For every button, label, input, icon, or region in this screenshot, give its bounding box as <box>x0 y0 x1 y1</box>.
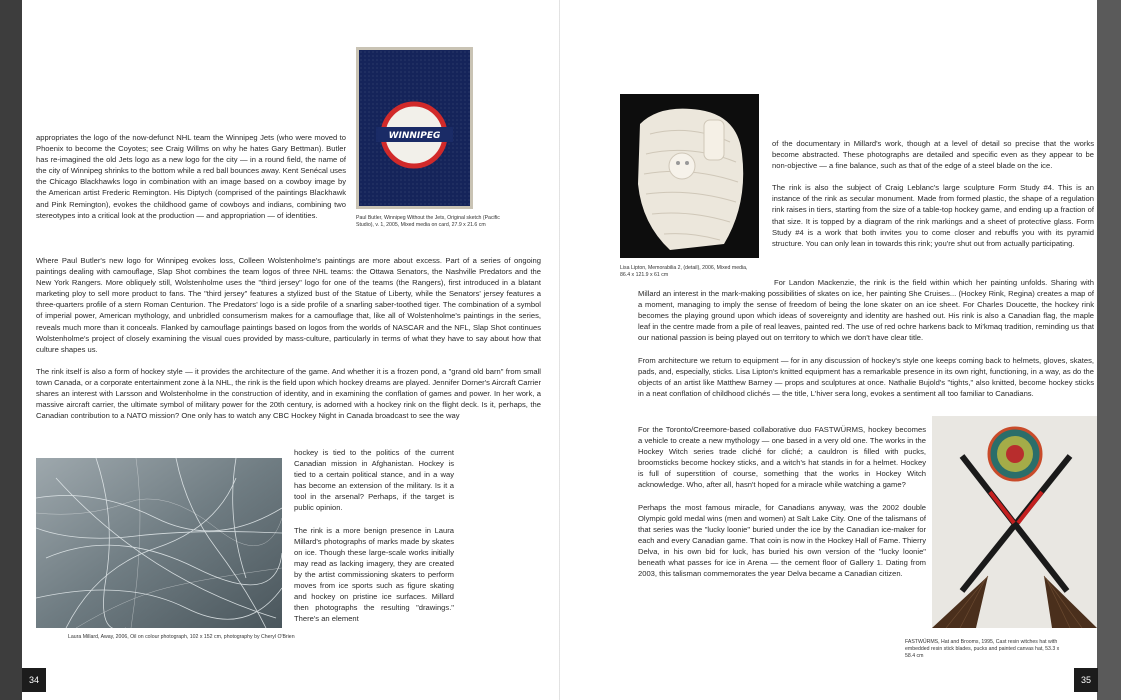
paragraph: From architecture we return to equipment — for in any discussion of hockey's style one keeps coming back to helmets, gloves, skates, pads, and, especially, sticks. Lisa Lipton's knitted equipment has a remarkable presence in its own right, functioning, in a way, as do the objects of an artist like Matthew Barney — props and sculptures at once. Nathalie Bujold's "tights," also knitted, become hockey sticks in a neat conflation of childhood clichés — the title, L'hiver sera long, evokes a sentiment all too familiar to Canadians. <box>638 355 1094 398</box>
page-number-left: 34 <box>22 668 46 692</box>
caption-fastwurms: FASTWÜRMS, Hat and Brooms, 1995, Cast resin witches hat with embedded resin stick blades, pucks and painted canvas hat, 53.3 x 58.4 cm <box>905 639 1060 659</box>
millard-ice-photograph <box>36 458 282 628</box>
caption-lipton: Lisa Lipton, Memorabilia 2, (detail), 2006, Mixed media, 86.4 x 121.9 x 61 cm <box>620 265 748 278</box>
right-column-text <box>638 424 926 579</box>
paragraph: Perhaps the most famous miracle, for Canadians anyway, was the 2002 double Olympic gold medal wins (men and women) at Salt Lake City. One of the talismans of that series was the "lucky loonie" buried under the ice by the Canadian ice-maker for each and every Canadian game. That coin is now in the Hockey Hall of Fame. Thierry Delva, in his own bid for luck, has buried his own version of the "lucky loonie" beneath what passes for ice in Arena — the cement floor of Gallery 1. Dating from 2003, this talisman commemorates the year Delva became a Canadian citizen. <box>638 502 926 579</box>
lipton-knitted-image <box>620 94 759 258</box>
paragraph: The rink is a more benign presence in Laura Millard's photographs of marks made by skates on ice. Though these large-scale works initially may read as lacking imagery, they are created by the artist commissioning skaters to perform moves from ice sports such as figure skating and hockey on pristine ice surfaces. Millard then photographs the resulting "drawings." There's an element <box>294 525 454 624</box>
paragraph: The rink itself is also a form of hockey style — it provides the architecture of the game. And whether it is a frozen pond, a "grand old barn" from small town Canada, or a corporate entertainment zone à la NHL, the rink is the field upon which hockey dreams are played. Jennifer Dorner's Aircraft Carrier shares an interest with Larsson and Wolstenholme in the construction of identity, and in examining the conflation of games and power. In her work, a massive aircraft carrier, the ultimate symbol of military power for the 20th century, is adorned with a hockey rink on the flight deck. Is it, perhaps, the Canadian contribution to a NATO mission? One only has to watch any CBC Hockey Night in Canada broadcast to see the way <box>36 366 541 421</box>
paragraph: hockey is tied to the politics of the current Canadian mission in Afghanistan. Hockey is tied to a certain political stance, and in a way has become an extension of the military. Is it a tool in the arsenal? Perhaps, if the target is public opinion. <box>294 448 454 513</box>
caption-millard: Laura Millard, Away, 2006, Oil on colour photograph, 102 x 152 cm, photography by Cheryl O'Brien <box>68 634 295 640</box>
right-page <box>560 0 1121 700</box>
right-top-text <box>772 138 1094 249</box>
left-page <box>0 0 560 700</box>
paragraph: The rink is also the subject of Craig Leblanc's large sculpture Form Study #4. This is an instance of the rink as secular monument. Made from formed plastic, the shape of a regulation rink raises in tiers, starting from the size of a table-top hockey game, and ending up a fraction of that size. It is topped by a diagram of the rink markings and a sheet of protective glass. Form Study #4 is a work that both invites you to come closer and rebuffs you with its pyramid structure. You can only lean in towards this rink; you're shut out from actually participating. <box>772 183 1094 248</box>
right-main-text <box>638 277 1094 399</box>
page-number-right: 35 <box>1074 668 1098 692</box>
butler-winnipeg-image <box>356 47 473 209</box>
caption-butler: Paul Butler, Winnipeg Without the Jets, Original sketch (Pacific Studio), v. 1, 2005, Mixed media on card, 27.9 x 21.6 cm <box>356 215 500 228</box>
winnipeg-logo-text: WINNIPEG <box>388 131 441 141</box>
paragraph: Where Paul Butler's new logo for Winnipeg evokes loss, Colleen Wolstenholme's paintings are more about excess. Part of a series of ongoing paintings dealing with camouflage, Slap Shot combines the team logos of three NHL teams: the Ottawa Senators, the Nashville Predators and the New York Rangers. More obliquely still, Wolstenholme uses the "third jersey" logo for one of the teams (the Rangers), first introduced in a blatant marketing ploy to sell more product to fans. The "third jersey" features a stylized bust of the Statue of Liberty, while the Senators' jersey features a three-quarters profile of a stern Roman Centurion. The Predators' logo is a side profile of a snarling saber-toothed tiger. The combination of a symbol of imperial power, American mythology, and unbridled consumerism makes for a camouflage that, like all of Wolstenholme's paintings in the series, reveals much more than it conceals. Flanked by camouflage paintings based on logos from the worlds of NASCAR and the NFL, Slap Shot continues Wolstenholme's project of closely examining the visual cues provided by mass-culture, particularly in terms of what they have to say about how that culture shapes us. <box>36 256 541 354</box>
paragraph: of the documentary in Millard's work, though at a level of detail so precise that the works become abstracted. These photographs are detailed and specific even as they appear to be non-objective — a fine balance, such as that of the edge of a steel blade on the ice. <box>772 139 1094 171</box>
fastwurms-hat-and-brooms-image <box>932 416 1097 628</box>
left-main-text <box>36 255 541 421</box>
paragraph: appropriates the logo of the now-defunct NHL team the Winnipeg Jets (who were moved to Phoenix to become the Coyotes; see Craig Willms on why he hates Gary Bettman). Butler has re-imagined the old Jets logo as a new logo for the city — in a round field, the name of the city of Winnipeg shrinks to the bottom while a red ball bounces away. Kent Senécal uses the Chicago Blackhawks logo in combination with an image based on a cowboy image by the American artist Frederic Remington. His Diptych (comprised of the paintings Blackhawk and Pink Remington), evokes the childhood game of cowboys and indians, combining two stereotypes into a critical look at the production — and appropriation — of identities. <box>36 133 346 220</box>
left-intro-text <box>36 132 346 221</box>
right-page-edge <box>1097 0 1121 700</box>
left-page-edge <box>0 0 22 700</box>
paragraph: For Landon Mackenzie, the rink is the field within which her painting unfolds. Sharing with Millard an interest in the mark-making possibilities of skates on ice, her painting She Cruises... (Hockey Rink, Regina) creates a map of a moment, managing to imply the sense of freedom of being the lone skater on an ice sheet. For Charles Doucette, the hockey rink becomes the playing ground upon which ideas of sovereignty and identity are hashed out. His rink is also a Canadian flag, the maple leaf in the centre made from a pile of real leaves, painted red. The use of red ochre harkens back to Mi'kmaq tradition, reminding us that our national passion is being played out on territory to which we don't have clear title. <box>638 278 1094 343</box>
left-column-text <box>294 447 454 624</box>
paragraph: For the Toronto/Creemore-based collaborative duo FASTWÜRMS, hockey becomes a vehicle to create a new mythology — one based in a very old one. The works in the Hockey Witch series trade cliché for cliché; a cauldron is filled with pucks, broomsticks become hockey sticks, and a witch's hat stands in for a helmet. Hockey is full of superstition of course, something that the works in Hockey Witch acknowledge. Who, after all, hasn't hoped for a miracle while watching a game? <box>638 425 926 490</box>
